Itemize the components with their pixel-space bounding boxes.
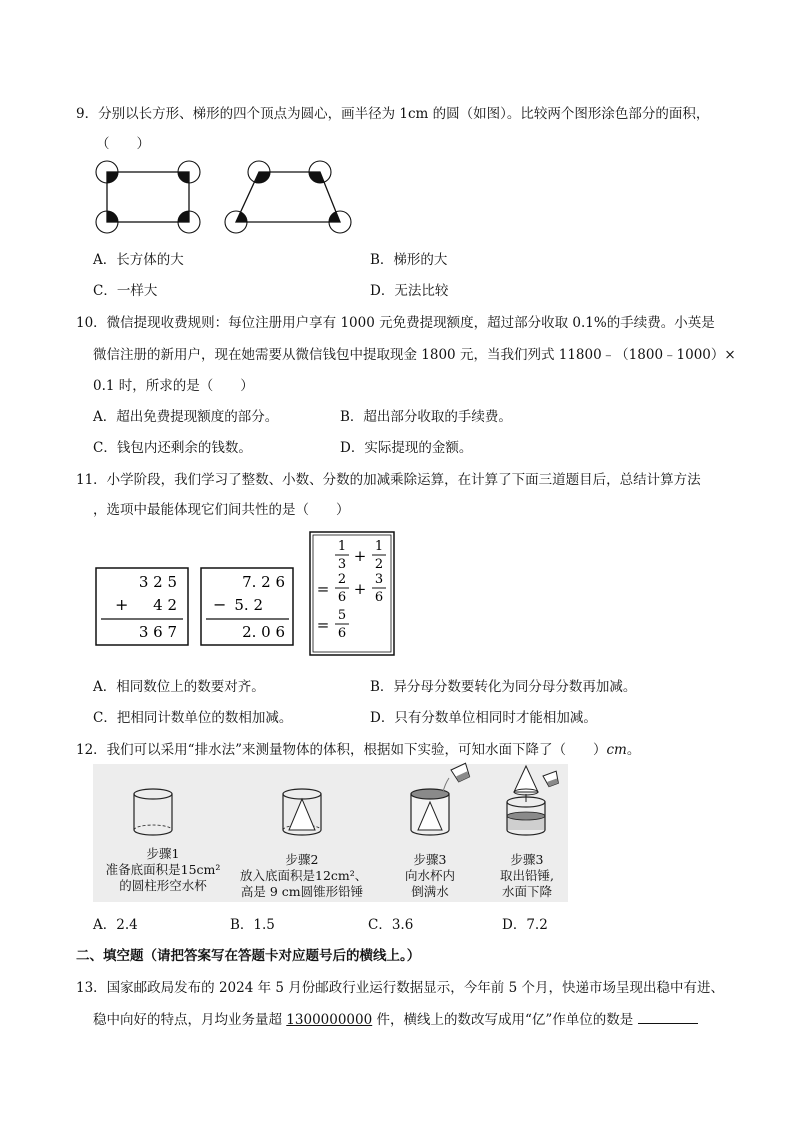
f1-den: 3 bbox=[337, 557, 347, 572]
calc1-op: + bbox=[115, 595, 129, 614]
f4-den: 6 bbox=[374, 590, 384, 605]
q12-stem-end: 。 bbox=[626, 742, 641, 758]
step2-caption bbox=[240, 852, 368, 900]
step1-caption bbox=[103, 846, 223, 894]
step2-cup-cone bbox=[283, 789, 321, 835]
q11-option-c[interactable]: C．把相同计数单位的数相加减。 bbox=[93, 710, 293, 726]
q9-option-d[interactable]: D．无法比较 bbox=[370, 283, 449, 299]
q11-option-d[interactable]: D．只有分数单位相同时才能相加减。 bbox=[370, 710, 597, 726]
f3-den: 6 bbox=[337, 590, 347, 605]
calc1-result: 3 6 7 bbox=[138, 623, 177, 641]
step3-caption bbox=[391, 852, 469, 900]
q13-number: 1300000000 bbox=[286, 1012, 373, 1028]
step4-cup-lifted-cone bbox=[507, 766, 560, 835]
eq-2: = bbox=[316, 616, 330, 634]
section2-title: 二、填空题（请把答案写在答题卡对应题号后的横线上。） bbox=[76, 948, 421, 964]
step2-line3: 高是 9 cm圆锥形铅锤 bbox=[240, 884, 364, 899]
q10-option-a[interactable]: A．超出免费提现额度的部分。 bbox=[93, 409, 279, 425]
q10-stem-line2: 微信注册的新用户，现在她需要从微信钱包中提取现金 1800 元，当我们列式 11800﹣（1800﹣1000）× bbox=[93, 347, 736, 363]
q10-option-d[interactable]: D．实际提现的金额。 bbox=[340, 440, 473, 456]
step1-line3: 的圆柱形空水杯 bbox=[119, 878, 207, 893]
q10-stem-line3: 0.1 时，所求的是（ ） bbox=[93, 378, 254, 394]
q10-option-b[interactable]: B．超出部分收取的手续费。 bbox=[340, 409, 512, 425]
q9-stem-line2: （ ） bbox=[96, 136, 150, 152]
f2-den: 2 bbox=[374, 557, 384, 572]
q9-stem-line1: 9．分别以长方形、梯形的四个顶点为圆心，画半径为 1cm 的圆（如图）。比较两个图形涂色部分的面积， bbox=[76, 106, 710, 122]
f2-num: 1 bbox=[374, 539, 384, 554]
step1-title: 步骤1 bbox=[146, 846, 180, 861]
f5-den: 6 bbox=[337, 626, 347, 641]
plus-2: + bbox=[353, 580, 367, 598]
q12-stem-text: 12．我们可以采用“排水法”来测量物体的体积，根据如下实验，可知水面下降了（ ） bbox=[76, 742, 607, 758]
q12-experiment-figure bbox=[93, 764, 568, 902]
step3-title: 步骤3 bbox=[413, 852, 447, 867]
step3-cup-water bbox=[411, 763, 471, 835]
q13-text-before: 稳中向好的特点，月均业务量超 bbox=[93, 1012, 287, 1028]
step1-line2: 准备底面积是15cm² bbox=[105, 862, 221, 877]
step4-line2: 取出铅锤, bbox=[500, 868, 554, 883]
q9-option-c[interactable]: C．一样大 bbox=[93, 283, 158, 299]
calc2-op: − bbox=[213, 595, 227, 614]
step2-title: 步骤2 bbox=[285, 852, 319, 867]
q13-text-after: 件，横线上的数改写成用“亿”作单位的数是 bbox=[372, 1012, 638, 1028]
f1-num: 1 bbox=[337, 539, 347, 554]
q11-stem-line1: 11．小学阶段，我们学习了整数、小数、分数的加减乘除运算，在计算了下面三道题目后，总结计算方法 bbox=[76, 472, 701, 488]
q10-option-c[interactable]: C．钱包内还剩余的钱数。 bbox=[93, 440, 252, 456]
step4-title: 步骤3 bbox=[510, 852, 544, 867]
step3-line2: 向水杯内 bbox=[404, 868, 455, 883]
q12-stem bbox=[76, 738, 640, 758]
calc2-result: 2. 0 6 bbox=[242, 623, 285, 641]
q11-stem-line2: ，选项中最能体现它们间共性的是（ ） bbox=[93, 502, 350, 518]
q10-stem-line1: 10．微信提现收费规则：每位注册用户享有 1000 元免费提现额度，超过部分收取 0.1%的手续费。小英是 bbox=[76, 315, 715, 331]
q13-stem-line2 bbox=[93, 1008, 698, 1028]
q9-figure bbox=[90, 155, 370, 240]
q12-option-c[interactable]: C．3.6 bbox=[368, 917, 414, 933]
f5-num: 5 bbox=[337, 608, 347, 623]
q12-option-b[interactable]: B．1.5 bbox=[230, 917, 275, 933]
q11-calc-figures bbox=[93, 530, 403, 658]
calc1-second: 4 2 bbox=[153, 596, 177, 614]
eq-1: = bbox=[316, 580, 330, 598]
q12-stem-unit: cm bbox=[606, 742, 627, 758]
step4-line3: 水面下降 bbox=[501, 884, 552, 899]
q12-option-d[interactable]: D．7.2 bbox=[502, 917, 548, 933]
q12-option-a[interactable]: A．2.4 bbox=[93, 917, 138, 933]
step2-line2: 放入底面积是12cm²、 bbox=[240, 868, 368, 883]
step4-caption bbox=[489, 852, 565, 900]
q11-option-b[interactable]: B．异分母分数要转化为同分母分数再加减。 bbox=[370, 679, 637, 695]
q9-option-b[interactable]: B．梯形的大 bbox=[370, 252, 448, 268]
step3-line3: 倒满水 bbox=[411, 884, 449, 899]
calc1-top: 3 2 5 bbox=[138, 573, 177, 591]
q11-option-a[interactable]: A．相同数位上的数要对齐。 bbox=[93, 679, 265, 695]
f3-num: 2 bbox=[337, 572, 347, 587]
f4-num: 3 bbox=[374, 572, 384, 587]
plus-1: + bbox=[353, 547, 367, 565]
q13-stem-line1: 13．国家邮政局发布的 2024 年 5 月份邮政行业运行数据显示，今年前 5 个月，快递市场呈现出稳中有进、 bbox=[76, 980, 724, 996]
calc2-top: 7. 2 6 bbox=[242, 573, 285, 591]
calc2-second: 5. 2 bbox=[234, 596, 263, 614]
q9-option-a[interactable]: A．长方体的大 bbox=[93, 252, 184, 268]
q13-answer-blank[interactable] bbox=[638, 1011, 698, 1024]
step1-cup bbox=[134, 789, 172, 835]
